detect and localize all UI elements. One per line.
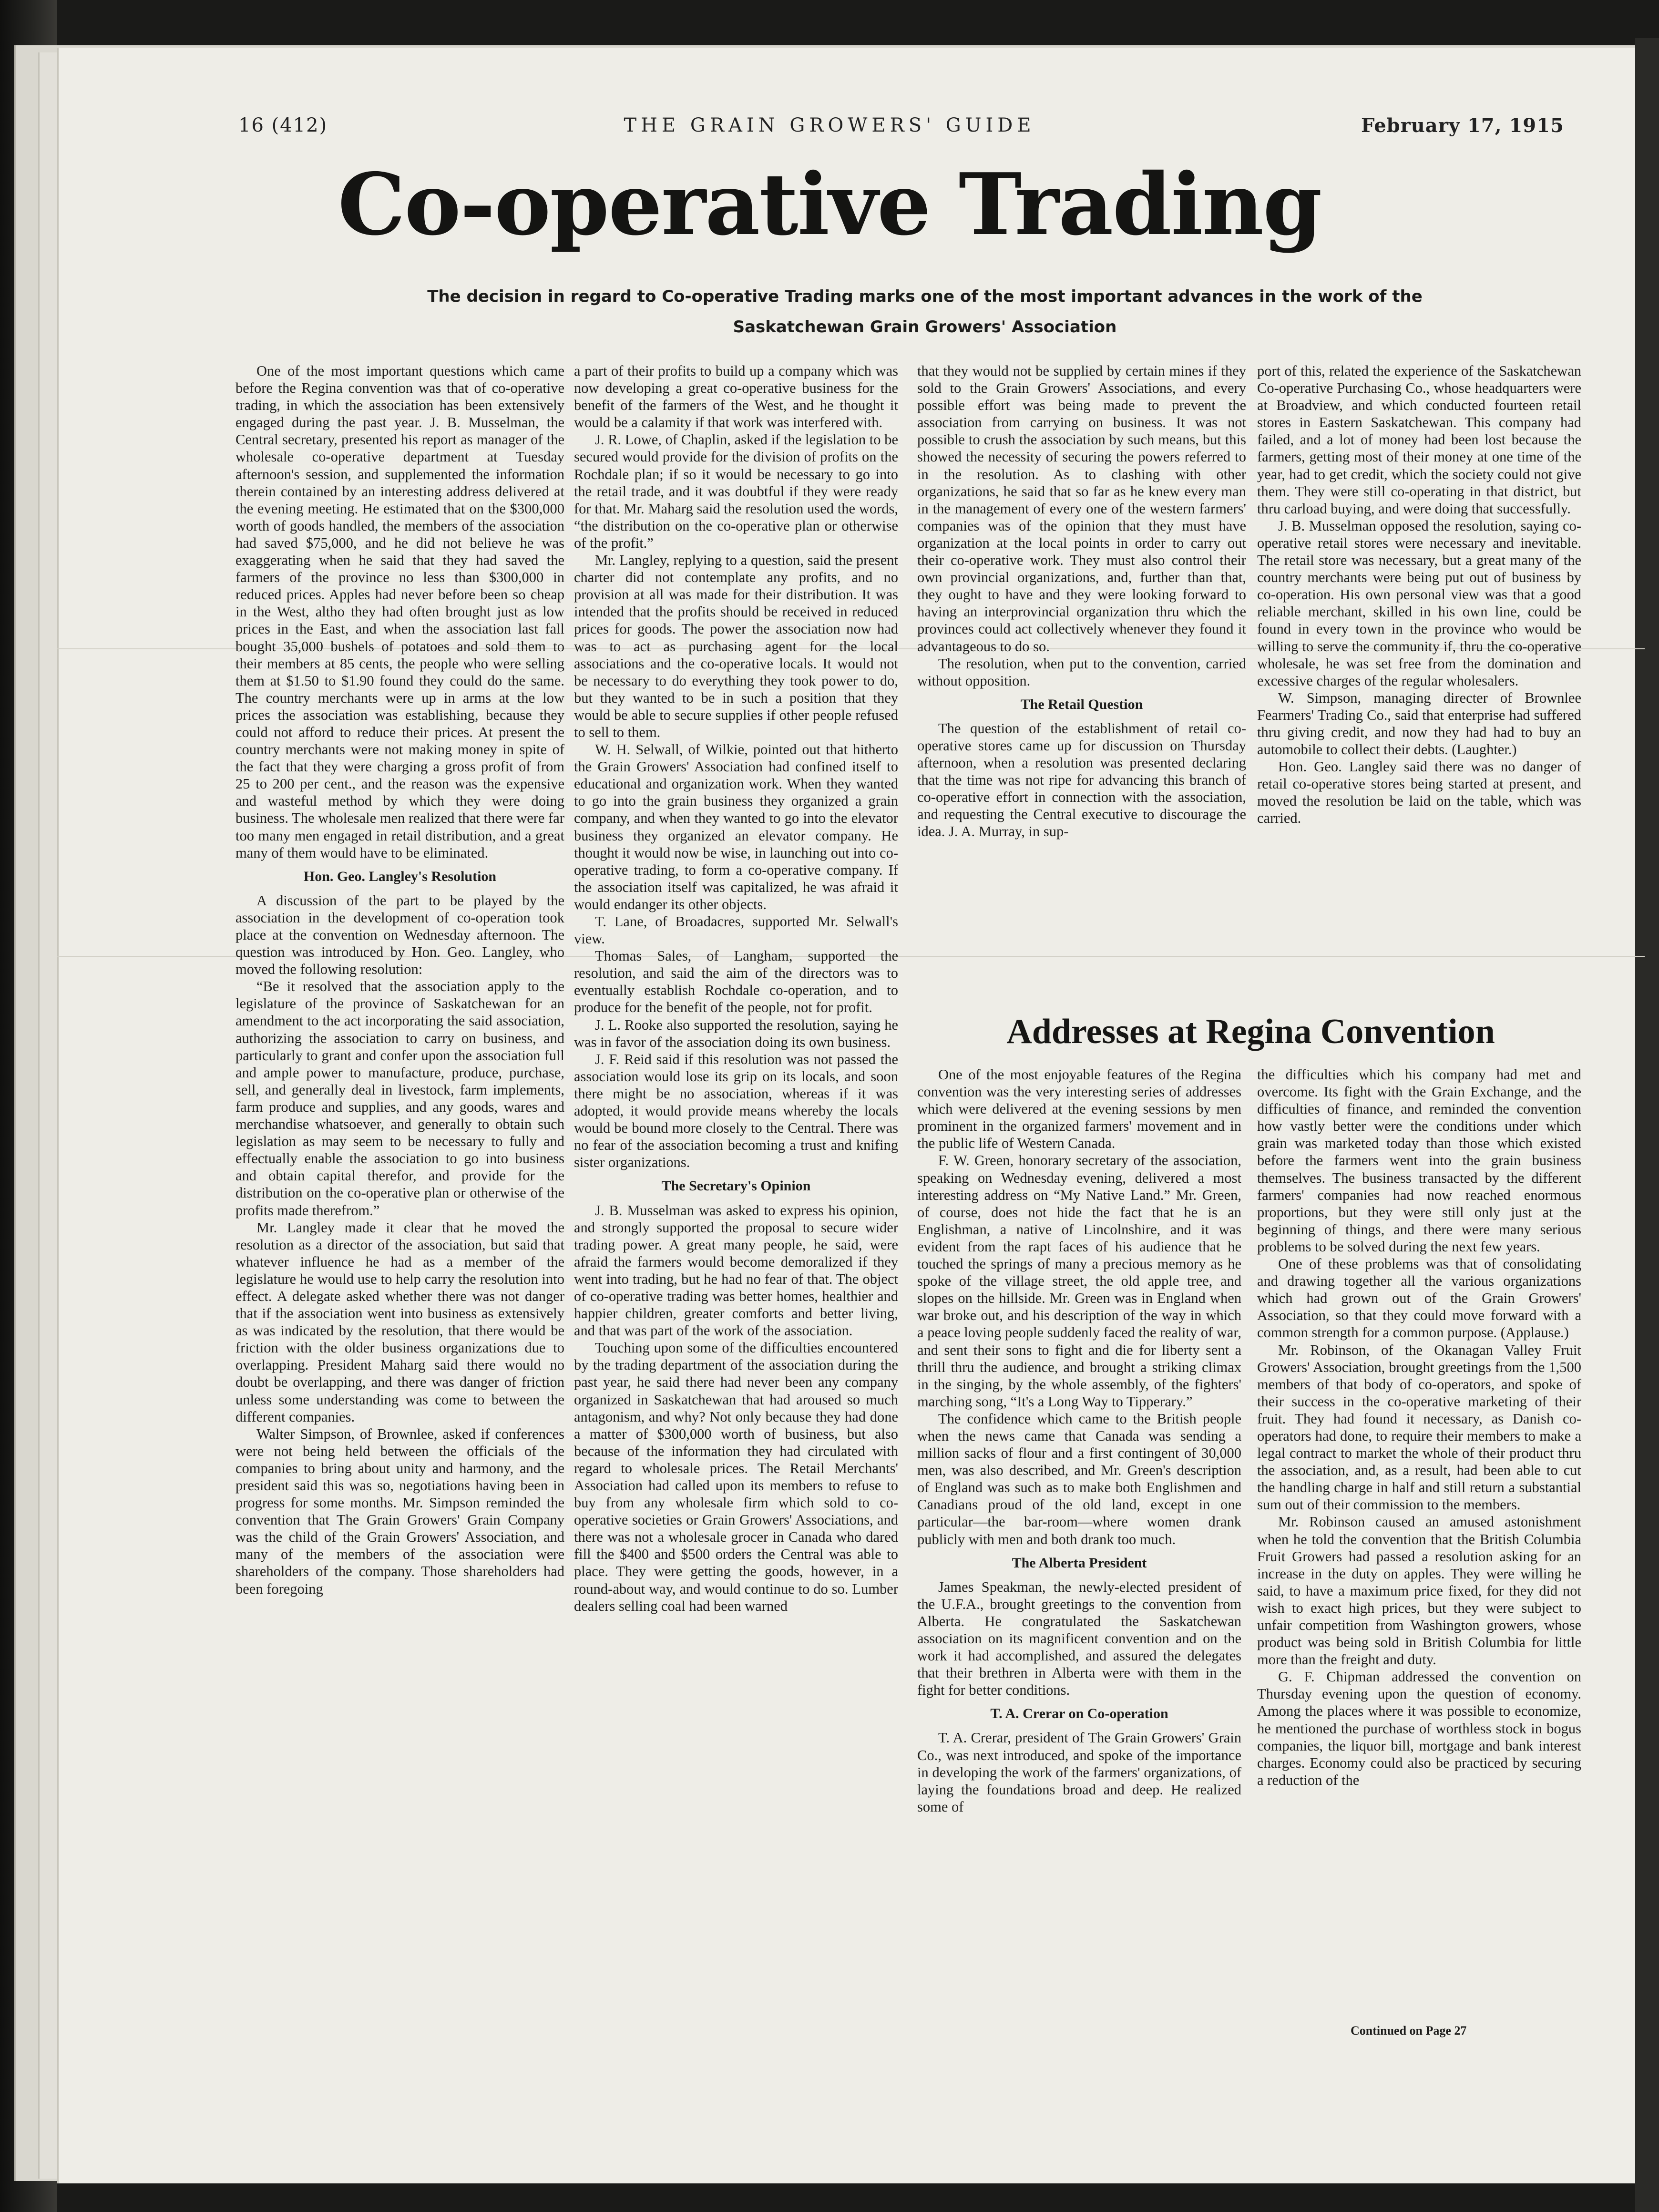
section-heading: Addresses at Regina Convention — [1006, 1012, 1495, 1051]
paragraph: The confidence which came to the British people when the news came that Canada was sending a million sacks of flour and a first contingent of 30,000 men, was also described, and Mr. Green's description of England was such as to make both Englishmen and Canadians proud of the old land, except in one particular—the bar-room—where women drank publicly with men and both drank too much. — [917, 1410, 1241, 1547]
article-subtitle: The decision in regard to Co-operative Trading marks one of the most important advances in the work of the Saskatchewan Grain Growers' Association — [427, 287, 1423, 337]
paragraph: J. B. Musselman was asked to express his opinion, and strongly supported the proposal to secure wider trading power. A great many people, he said, were afraid the farmers would become demoralized if they went into trading, but he had no fear of that. The object of co-operative trading was better homes, healthier and happier children, greater comforts and better living, and that was part of the work of the association. — [574, 1202, 898, 1339]
paragraph: Hon. Geo. Langley said there was no danger of retail co-operative stores being started at present, and moved the resolution be laid on the table, which was carried. — [1257, 758, 1581, 827]
paragraph: port of this, related the experience of the Saskatchewan Co-operative Purchasing Co., whose headquarters were at Broadview, and which conducted fourteen retail stores in Eastern Saskatchewan. This company had failed, and a lot of money had been lost because the farmers, getting most of their money at one time of the year, had to get credit, which the society could not give them. They were still co-operating in that district, but thru carload buying, and were doing that successfully. — [1257, 363, 1581, 517]
text-column-3 — [917, 362, 1246, 840]
text-column-1 — [236, 362, 564, 1598]
paragraph: J. F. Reid said if this resolution was not passed the association would lose its grip on its locals, and soon there might be no association, whereas if it was adopted, it would provide means whereby the locals would be bound more closely to the Central. There was no fear of the association becoming a trust and knifing sister organizations. — [574, 1051, 898, 1171]
paragraph: the difficulties which his company had met and overcome. Its fight with the Grain Exchange, and the difficulties of finance, and reminded the convention how vastly better were the conditions under which grain was marketed today than those which existed before the farmers went into the grain business themselves. The business transacted by the different farmers' companies had now reached enormous proportions, but they were still only just at the beginning of things, and there were many serious problems to be solved during the next few years. — [1257, 1066, 1581, 1255]
paragraph: J. B. Musselman opposed the resolution, saying co-operative retail stores were necessary and inevitable. The retail store was necessary, but a great many of the country merchants were being put out of business by co-operation. His own personal view was that a good reliable merchant, skilled in his own line, could be found in every town in the province who would be willing to serve the community if, thru the co-operative wholesale, he was set free from the domination and excessive charges of the regular wholesalers. — [1257, 517, 1581, 689]
paragraph: Mr. Robinson caused an amused astonishment when he told the convention that the British Columbia Fruit Growers had passed a resolution asking for an increase in the duty on apples. They were willing he said, to have a maximum price fixed, for they did not wish to exact high prices, but they were subject to unfair competition from Washington growers, whose product was being sold in British Columbia for little more than the freight and duty. — [1257, 1514, 1581, 1668]
paragraph: The resolution, when put to the convention, carried without opposition. — [917, 655, 1246, 689]
issue-date: February 17, 1915 — [1361, 114, 1564, 137]
paragraph: A discussion of the part to be played by the association in the development of co-operation took place at the convention on Wednesday afternoon. The question was introduced by Hon. Geo. Langley, who moved the following resolution: — [236, 892, 564, 978]
text-column-4 — [1257, 362, 1581, 827]
page-number: 16 (412) — [238, 114, 328, 136]
text-column-2 — [574, 362, 898, 1615]
scan-edge-right — [1635, 38, 1659, 2212]
subheading: The Alberta President — [1012, 1555, 1147, 1571]
paragraph: “Be it resolved that the association apply to the legislature of the province of Saskatchewan for an amendment to the act incorporating the said association, authorizing the association to carry on business, and particularly to grant and confer upon the association full and ample power to manufacture, produce, purchase, sell, and generally deal in livestock, farm implements, farm produce and supplies, and any goods, wares and merchandise whatsoever, and generally to obtain such legislation as may seem to be necessary to fully and effectually enable the association to go into business and obtain capital therefor, and provide for the distribution on the co-operative plan or otherwise of the profits made therefrom.” — [236, 978, 564, 1219]
subheading: Hon. Geo. Langley's Resolution — [303, 868, 497, 884]
paragraph: One of the most enjoyable features of the Regina convention was the very interesting series of addresses which were delivered at the evening sessions by men prominent in the organized farmers' movement and in the public life of Western Canada. — [917, 1066, 1241, 1152]
paragraph: The question of the establishment of retail co-operative stores came up for discussion on Thursday afternoon, when a resolution was presented declaring that the time was not ripe for advancing this branch of co-operative effort in connection with the association, and requesting the Central executive to discourage the idea. J. A. Murray, in sup- — [917, 720, 1246, 840]
paragraph: T. Lane, of Broadacres, supported Mr. Selwall's view. — [574, 913, 898, 947]
subheading: T. A. Crerar on Co-operation — [990, 1706, 1168, 1722]
paragraph: Mr. Langley made it clear that he moved the resolution as a director of the association, but said that whatever influence he had as a member of the legislature he would use to help carry the resolution into effect. A delegate asked whether there was not danger that if the association went into business as extensively as was indicated by the resolution, that there would be friction with the older business organizations due to overlapping. President Maharg said there would no doubt be overlapping, and there was danger of friction unless some understanding was come to between the different companies. — [236, 1219, 564, 1425]
paragraph: Mr. Langley, replying to a question, said the present charter did not contemplate any profits, and no provision at all was made for their distribution. It was intended that the profits should be received in reduced prices for goods. The power the association now had was to act as purchasing agent for the local associations and the co-operative locals. It would not be necessary to do everything they took power to do, but they wanted to be in such a position that they would be able to secure supplies if other people refused to sell to them. — [574, 552, 898, 740]
paragraph: Touching upon some of the difficulties encountered by the trading department of the association during the past year, he said there had never been any company organized in Saskatchewan that had aroused so much antagonism, and why? Not only because they had done a matter of $300,000 worth of business, but also because of the information they had circulated with regard to wholesale prices. The Retail Merchants' Association had called upon its members to refuse to buy from any wholesale firm which sold to co-operative societies or Grain Growers' Associations, and there was not a wholesale grocer in Canada who dared fill the $400 and $500 orders the Central was able to place. They were getting the goods, however, in a round-about way, and would continue to do so. Lumber dealers selling coal had been warned — [574, 1340, 898, 1614]
paragraph: T. A. Crerar, president of The Grain Growers' Grain Co., was next introduced, and spoke of the importance in developing the work of the farmers' organizations, of laying the foundations broad and deep. He realized some of — [917, 1730, 1241, 1815]
paragraph: F. W. Green, honorary secretary of the association, speaking on Wednesday evening, delivered a most interesting address on “My Native Land.” Mr. Green, of course, does not hide the fact that he is an Englishman, a native of Lincolnshire, and it was evident from the rapt faces of his audience that he touched the springs of many a precious memory as he spoke of the village street, the old apple tree, and slopes on the hillside. Mr. Green was in England when war broke out, and his description of the way in which a peace loving people suddenly faced the reality of war, and sent their sons to fight and die for liberty sent a thrill thru the audience, and brought a striking climax in the singing, by the whole assembly, of the fighters' marching song, “It's a Long Way to Tipperary.” — [917, 1152, 1241, 1410]
paragraph: One of the most important questions which came before the Regina convention was that of co-operative trading, in which the association has been extensively engaged during the past year. J. B. Musselman, the Central secretary, presented his report as manager of the wholesale co-operative department at Tuesday afternoon's session, and supplemented the information therein contained by an interesting address delivered at the evening meeting. He estimated that on the $300,000 worth of goods handled, the members of the association had saved $75,000, and he did not believe he was exaggerating when he said that they had saved the farmers of the province no less than $300,000 in reduced prices. Apples had never before been so cheap in the West, altho they had often brought just as low prices in the East, and when the association last fall bought 35,000 bushels of potatoes and sold them to their members at 85 cents, the people who were selling them at $1.50 to $1.90 found they could do the same. The country merchants were up in arms at the low prices the association was establishing, because they could not afford to reduce their prices. At present the country merchants were not making money in spite of the fact that they were charging a gross profit of from 25 to 200 per cent., and the reason was the expensive and wasteful method by which they were doing business. The wholesale men realized that there were far too many men engaged in retail distribution, and a great many of them would have to be eliminated. — [236, 363, 564, 861]
paragraph: Mr. Robinson, of the Okanagan Valley Fruit Growers' Association, brought greetings from the 1,500 members of that body of co-operators, and spoke of their success in the co-operative marketing of their fruit. They had found it necessary, as Danish co-operators had done, to require their members to make a legal contract to market the whole of their product thru the association, and, as a result, had been able to cut the handling charge in half and still return a substantial sum out of their commission to the members. — [1257, 1342, 1581, 1513]
paragraph: Walter Simpson, of Brownlee, asked if conferences were not being held between the officials of the companies to bring about unity and harmony, and the president said this was so, negotiations having been in progress for some months. Mr. Simpson reminded the convention that The Grain Growers' Grain Company was the child of the Grain Growers' Association, and many of the members of the association were shareholders of the company. Those shareholders had been foregoing — [236, 1425, 564, 1597]
paragraph: One of these problems was that of consolidating and drawing together all the various organizations which had grown out of the Grain Growers' Association, so that they could move forward with a common strength for a common purpose. (Applause.) — [1257, 1256, 1581, 1341]
paragraph: a part of their profits to build up a company which was now developing a great co-operative business for the benefit of the farmers of the West, and he thought it would be a calamity if that work was interfered with. — [574, 363, 898, 431]
subheading: The Retail Question — [1020, 696, 1143, 712]
paragraph: W. H. Selwall, of Wilkie, pointed out that hitherto the Grain Growers' Association had confined itself to educational and organization work. When they wanted to go into the grain business they organized a grain company, and when they wanted to go into the elevator business they organized an elevator company. He thought it would now be wise, in launching out into co-operative trading, to form a co-operative company. If the association itself was capitalized, he was afraid it would endanger its other objects. — [574, 741, 898, 912]
continued-note: Continued on Page 27 — [1351, 2024, 1467, 2038]
text-column-6 — [1257, 1066, 1581, 1789]
newspaper-name: THE GRAIN GROWERS' GUIDE — [624, 114, 1035, 136]
paragraph: J. L. Rooke also supported the resolution, saying he was in favor of the association doing its own business. — [574, 1016, 898, 1050]
paragraph: G. F. Chipman addressed the convention on Thursday evening upon the question of economy. Among the places where it was possible to economize, he mentioned the purchase of worthless stock in bogus companies, the liquor bill, mortgage and bank interest charges. Economy could also be practiced by securing a reduction of the — [1257, 1669, 1581, 1788]
article-title: Co-operative Trading — [338, 154, 1321, 254]
paragraph: Thomas Sales, of Langham, supported the resolution, and said the aim of the directors was to eventually establish Rochdale co-operation, and to produce for the benefit of the people, not for profit. — [574, 948, 898, 1016]
subheading: The Secretary's Opinion — [661, 1178, 811, 1194]
text-column-5 — [917, 1066, 1241, 1815]
paragraph: that they would not be supplied by certain mines if they sold to the Grain Growers' Associations, and every possible effort was being made to prevent the association from carrying on business. It was not possible to crush the association by such means, but this showed the necessity of securing the powers referred to in the resolution. As to clashing with other organizations, he said that so far as he knew every man in the management of every one of the western farmers' companies was of the opinion that they must have organization at the local points in order to carry out their co-operative work. They must also control their own provincial organizations, and, further than that, they ought to have and they were looking forward to having an interprovincial organization thru which the provinces could act collectively whenever they found it advantageous to do so. — [917, 363, 1246, 655]
paragraph: J. R. Lowe, of Chaplin, asked if the legislation to be secured would provide for the division of profits on the Rochdale plan; if so it would be necessary to go into the retail trade, and it was doubtful if they were ready for that. Mr. Maharg said the resolution used the words, “the distribution on the co-operative plan or otherwise of the profit.” — [574, 431, 898, 551]
paragraph: James Speakman, the newly-elected president of the U.F.A., brought greetings to the convention from Alberta. He congratulated the Saskatchewan association on its magnificent convention and on the work it had accomplished, and assured the delegates that their brethren in Alberta were with them in the fight for better conditions. — [917, 1578, 1241, 1699]
paragraph: W. Simpson, managing directer of Brownlee Fearmers' Trading Co., said that enterprise had suffered thru giving credit, and now they had had to buy an automobile to collect their debts. (Laughter.) — [1257, 689, 1581, 758]
